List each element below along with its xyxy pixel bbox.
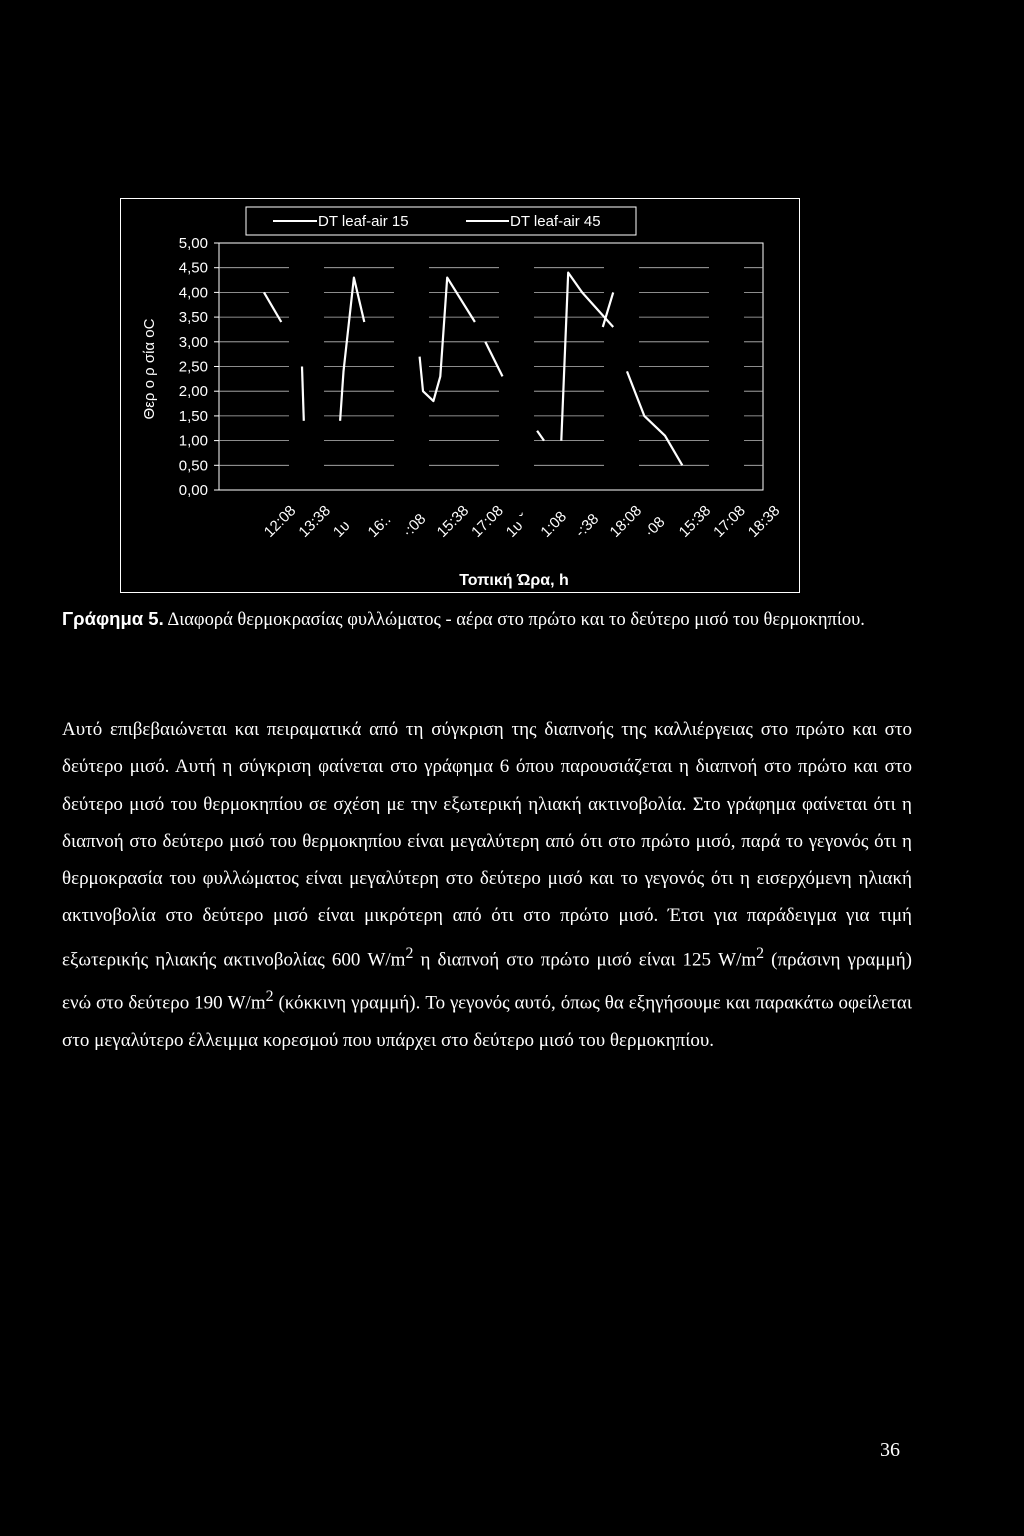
y-tick-label: 3,00 xyxy=(178,333,208,351)
series-line xyxy=(561,273,613,441)
series-line xyxy=(537,431,544,441)
x-tick-label: 18:38 xyxy=(744,502,784,541)
x-axis-label: Τοπική Ώρα, h xyxy=(459,572,569,589)
y-tick-label: 1,50 xyxy=(178,407,208,425)
x-tick-label: 1:08 xyxy=(537,508,571,541)
x-tick-label: 15:38 xyxy=(433,502,473,541)
x-tick-label: 16:. xyxy=(364,511,395,541)
series-line xyxy=(627,371,682,465)
y-tick-label: 2,00 xyxy=(178,383,208,401)
y-tick-label: 4,50 xyxy=(178,259,208,277)
body-paragraph xyxy=(62,711,912,1059)
x-tick-label: 15:38 xyxy=(675,502,715,541)
superscript-1: 2 xyxy=(405,944,414,962)
x-tick-label: 13:38 xyxy=(295,502,334,541)
y-tick-label: 0,00 xyxy=(178,482,208,499)
y-tick-label: 2,50 xyxy=(178,358,208,376)
series-line xyxy=(302,367,304,421)
y-tick-label: 1,00 xyxy=(178,432,208,450)
x-tick-label: 18:08 xyxy=(606,502,646,541)
y-tick-label: 0,50 xyxy=(178,457,208,475)
superscript-2: 2 xyxy=(756,944,765,962)
x-tick-label: ·:08 xyxy=(399,510,430,541)
body-text-3: (πράσινη γραμμή) ενώ στο δεύτερο 190 W/m xyxy=(62,949,912,1014)
page-number: 36 xyxy=(880,1439,900,1461)
body-text-4: (κόκκινη γραμμή). Το γεγονός αυτό, όπως θα εξηγήσουμε και παρακάτω οφείλεται στο μεγαλύτερο έλλειμμα κορεσμού που υπάρχει στο δεύτερο μισό του θερμοκηπίου. xyxy=(62,992,912,1052)
chart-figure xyxy=(120,198,800,593)
x-tick-label: 1ʋ ˇ xyxy=(502,510,534,541)
y-axis-label: Θερ ο ρ σία οC xyxy=(141,318,158,420)
x-tick-label: -:38 xyxy=(571,510,603,541)
y-tick-label: 3,50 xyxy=(178,309,208,327)
figure-caption xyxy=(62,600,922,639)
legend-label-1: DT leaf-air 15 xyxy=(318,213,409,230)
series-line xyxy=(485,342,502,377)
series-line xyxy=(340,278,364,421)
x-tick-label: 1ʋ xyxy=(329,517,354,541)
x-tick-label: 12:08 xyxy=(260,502,300,541)
x-tick-label: 17:08 xyxy=(468,502,507,541)
series-line xyxy=(420,278,475,402)
caption-label: Γράφημα 5. xyxy=(62,608,164,629)
series-line xyxy=(264,292,281,322)
chart-plot xyxy=(121,199,801,594)
y-tick-label: 5,00 xyxy=(178,235,208,252)
legend-label-2: DT leaf-air 45 xyxy=(510,213,601,230)
superscript-3: 2 xyxy=(265,988,274,1006)
x-tick-label: 17:08 xyxy=(710,502,749,541)
y-tick-label: 4,00 xyxy=(178,284,208,302)
body-text-1: Αυτό επιβεβαιώνεται και πειραματικά από τη σύγκριση της διαπνοής της καλλιέργειας στο πρώτο και στο δεύτερο μισό. Αυτή η σύγκριση φαίνεται στο γράφημα 6 όπου παρουσιάζεται η διαπνοή στο πρώτο και στο δεύτερο μισό του θερμοκηπίου σε σχέση με την εξωτερική ηλιακή ακτινοβολία. Στο γράφημα φαίνεται ότι η διαπνοή στο δεύτερο μισό του θερμοκηπίου είναι μεγαλύτερη από ότι στο πρώτο μισό, παρά το γεγονός ότι η θερμοκρασία του φυλλώματος είναι μεγαλύτερη στο δεύτερο μισό και το γεγονός ότι η εισερχόμενη ηλιακή ακτινοβολία στο δεύτερο μισό είναι μικρότερη από ότι στο πρώτο μισό. Έτσι για παράδειγμα για τιμή εξωτερικής ηλιακής ακτινοβολίας 600 W/m xyxy=(62,719,912,971)
caption-text: Διαφορά θερμοκρασίας φυλλώματος - αέρα στο πρώτο και το δεύτερο μισό του θερμοκηπίου. xyxy=(163,610,865,630)
x-tick-label: ·08 xyxy=(641,513,669,541)
body-text-2: η διαπνοή στο πρώτο μισό είναι 125 W/m xyxy=(413,949,757,971)
